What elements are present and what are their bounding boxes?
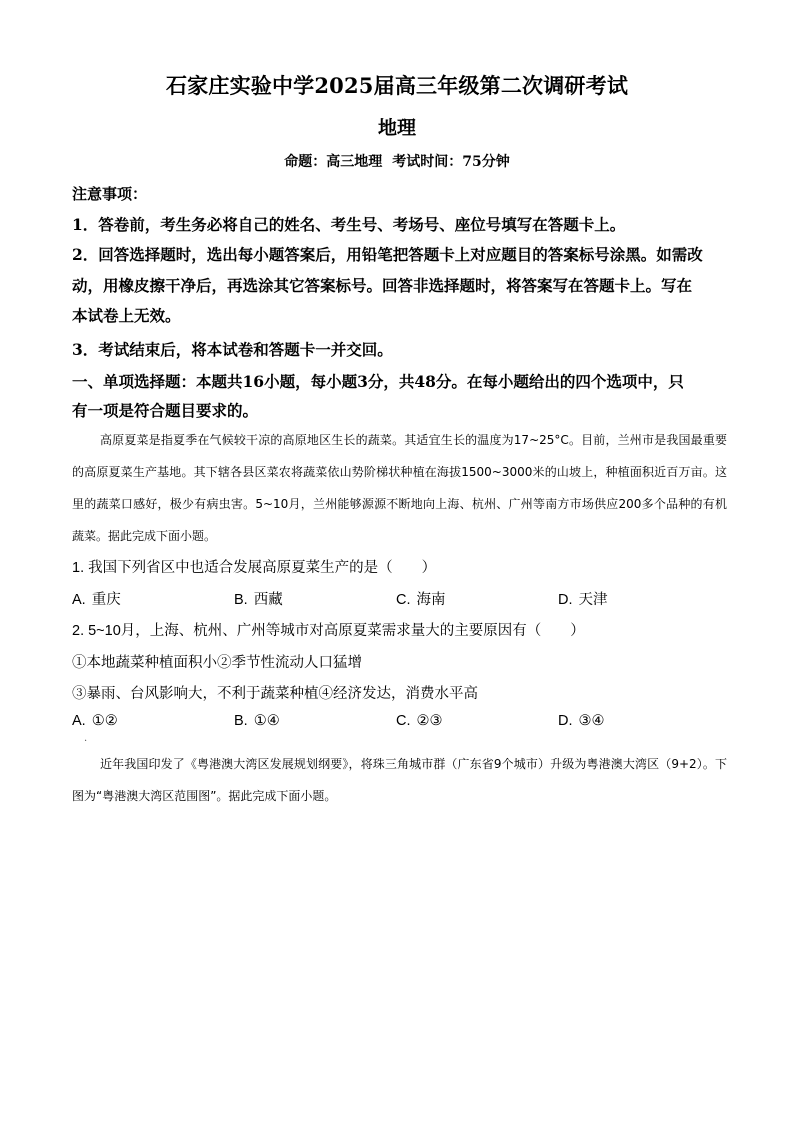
- meta-time: 考试时间：75分钟: [392, 154, 510, 170]
- notes-heading: 注意事项：: [72, 185, 148, 203]
- exam-meta: [0, 151, 794, 171]
- question-2-stem: 2. 5~10月，上海、杭州、广州等城市对高原夏菜需求量大的主要原因有（ ）: [72, 623, 585, 639]
- note-item: 本试卷上无效。: [72, 306, 181, 325]
- exam-subject: 地理: [377, 117, 416, 139]
- question-2-option-b[interactable]: B. ①④: [234, 713, 280, 729]
- question-2-statements-2: ③暴雨、台风影响大，不利于蔬菜种植④经济发达，消费水平高: [72, 686, 478, 702]
- question-1-option-d[interactable]: D. 天津: [558, 592, 608, 608]
- question-1-option-a[interactable]: A. 重庆: [72, 592, 121, 608]
- question-2-option-a[interactable]: A. ①②: [72, 713, 118, 729]
- question-2-option-c[interactable]: C. ②③: [396, 713, 443, 729]
- stray-mark: .: [84, 733, 88, 744]
- note-item: 1．答卷前，考生务必将自己的姓名、考生号、考场号、座位号填写在答题卡上。: [72, 215, 626, 234]
- section-heading: 一、单项选择题：本题共16小题，每小题3分，共48分。在每小题给出的四个选项中，只: [72, 372, 684, 391]
- question-2-option-d[interactable]: D. ③④: [558, 713, 605, 729]
- question-2-statements-1: ①本地蔬菜种植面积小②季节性流动人口猛增: [72, 655, 362, 671]
- passage-greater-bay-area: 近年我国印发了《粤港澳大湾区发展规划纲要》，将珠三角城市群（广东省9个城市）升级为粤港澳大湾区（9+2）。下图为“粤港澳大湾区范围图”。据此完成下面小题。: [72, 757, 727, 803]
- passage-plateau-vegetables: 高原夏菜是指夏季在气候较干凉的高原地区生长的蔬菜。其适宜生长的温度为17~25°C。目前，兰州市是我国最重要的高原夏菜生产基地。其下辖各县区菜农将蔬菜依山势阶梯状种植在海拔1500~3000米的山坡上，种植面积近百万亩。这里的蔬菜口感好，极少有病虫害。5~10月，兰州能够源源不断地向上海、杭州、广州等南方市场供应200多个品种的有机蔬菜。据此完成下面小题。: [72, 433, 727, 543]
- note-item: 2．回答选择题时，选出每小题答案后，用铅笔把答题卡上对应题目的答案标号涂黑。如需改: [72, 245, 703, 264]
- question-1-stem: 1. 我国下列省区中也适合发展高原夏菜生产的是（ ）: [72, 560, 437, 576]
- note-item: 动，用橡皮擦干净后，再选涂其它答案标号。回答非选择题时，将答案写在答题卡上。写在: [72, 276, 693, 295]
- exam-title: 石家庄实验中学2025届高三年级第二次调研考试: [165, 73, 629, 98]
- section-heading-cont: 有一项是符合题目要求的。: [72, 401, 259, 420]
- meta-setter: 命题：高三地理: [284, 154, 383, 170]
- note-item: 3．考试结束后，将本试卷和答题卡一并交回。: [72, 340, 393, 359]
- question-1-option-b[interactable]: B. 西藏: [234, 592, 283, 608]
- question-1-option-c[interactable]: C. 海南: [396, 592, 446, 608]
